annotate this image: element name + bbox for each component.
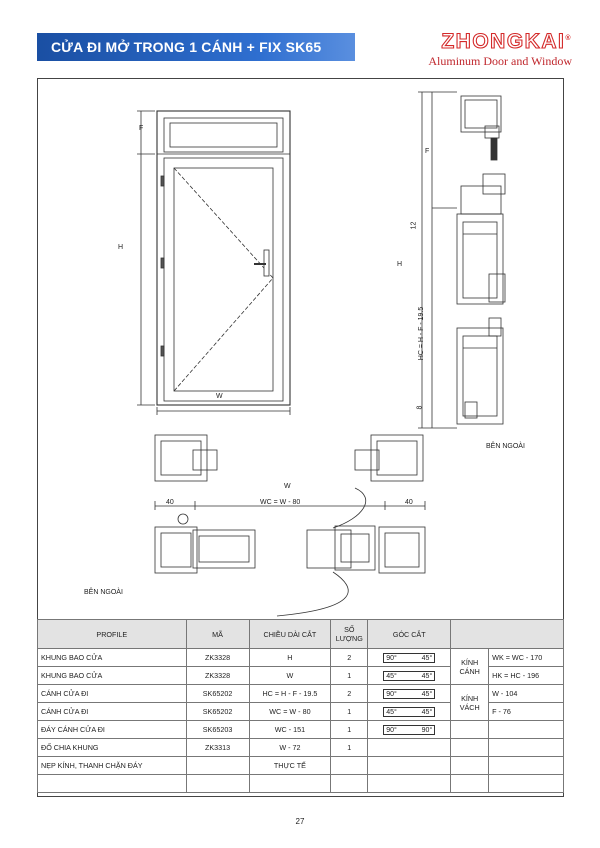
dim-label-wc: WC = W - 80 <box>260 499 301 506</box>
table-row-empty <box>38 775 564 793</box>
table-row <box>38 685 564 703</box>
header-so-luong: SỐ LƯỢNG <box>331 620 368 649</box>
cell-qty: 1 <box>331 721 368 739</box>
brand-logo <box>412 28 572 68</box>
cell-blank <box>451 739 489 757</box>
cutting-spec-table <box>37 619 564 793</box>
cell-profile: ĐÁY CÁNH CỬA ĐI <box>38 721 187 739</box>
cell-ma: ZK3328 <box>186 667 249 685</box>
dim-label-f: F <box>139 125 144 132</box>
cell-length: W <box>249 667 331 685</box>
table-row <box>38 757 564 775</box>
glass-f76: F - 76 <box>489 703 564 721</box>
glass-kinh-vach: KÍNH VÁCH <box>451 685 489 721</box>
table-row <box>38 739 564 757</box>
label-ben-ngoai-left: BÊN NGOÀI <box>84 589 123 596</box>
logo-name: ZHONGKAI <box>441 30 566 53</box>
cell-angle <box>368 757 451 775</box>
angle-left: 45° <box>386 708 397 716</box>
angle-box <box>383 707 435 717</box>
angle-left: 90° <box>386 654 397 662</box>
cell-profile: KHUNG BAO CỬA <box>38 667 187 685</box>
cell-qty: 1 <box>331 667 368 685</box>
dim-label-h: H <box>118 244 124 251</box>
cell-angle <box>368 667 451 685</box>
dim-label-40-left: 40 <box>166 499 174 506</box>
angle-right: 45° <box>421 690 433 698</box>
dim-label-12: 12 <box>410 221 418 230</box>
cell-profile: KHUNG BAO CỬA <box>38 649 187 667</box>
angle-box <box>383 671 435 681</box>
cell-blank <box>451 757 489 775</box>
cell-angle <box>368 685 451 703</box>
logo-subtitle: Aluminum Door and Window <box>428 54 572 68</box>
header-goc-cat: GÓC CẮT <box>368 620 451 649</box>
cell-ma: SK65202 <box>186 703 249 721</box>
dim-label-hc: HC = H - F - 19.5 <box>418 306 426 361</box>
cell-length: WC = W - 80 <box>249 703 331 721</box>
page-title: CỬA ĐI MỞ TRONG 1 CÁNH + FIX SK65 <box>51 39 322 55</box>
angle-box <box>383 725 435 735</box>
cell-qty: 2 <box>331 685 368 703</box>
cell-profile: ĐỐ CHIA KHUNG <box>38 739 187 757</box>
cell-blank <box>489 757 564 775</box>
cell-qty <box>331 757 368 775</box>
cell-length: WC - 151 <box>249 721 331 739</box>
angle-right: 45° <box>421 654 433 662</box>
cell-angle <box>368 739 451 757</box>
cell-length: HC = H - F - 19.5 <box>249 685 331 703</box>
angle-right: 45° <box>421 672 433 680</box>
cell-ma: ZK3313 <box>186 739 249 757</box>
label-ben-ngoai-right: BÊN NGOÀI <box>486 443 525 450</box>
cell-qty: 2 <box>331 649 368 667</box>
dim-label-w: W <box>216 393 223 400</box>
cell-angle <box>368 649 451 667</box>
cell-ma <box>186 757 249 775</box>
technical-drawing <box>37 78 564 619</box>
dim-label-8: 8 <box>416 405 424 410</box>
angle-right: 90° <box>421 726 433 734</box>
angle-left: 90° <box>386 726 397 734</box>
angle-left: 90° <box>386 690 397 698</box>
cell-length: W - 72 <box>249 739 331 757</box>
cell-length: H <box>249 649 331 667</box>
cell-ma: ZK3328 <box>186 649 249 667</box>
page-number: 27 <box>295 817 305 826</box>
cell-qty: 1 <box>331 739 368 757</box>
door-elevation <box>137 111 290 415</box>
cell-profile: NẸP KÍNH, THANH CHẶN ĐÁY <box>38 757 187 775</box>
cell-angle <box>368 721 451 739</box>
angle-left: 45° <box>386 672 397 680</box>
dim-label-40-right: 40 <box>405 499 413 506</box>
vertical-section <box>418 92 505 428</box>
cell-blank <box>451 721 489 739</box>
table-row <box>38 649 564 667</box>
cell-profile: CÁNH CỬA ĐI <box>38 703 187 721</box>
angle-box <box>383 689 435 699</box>
cell-profile: CÁNH CỬA ĐI <box>38 685 187 703</box>
table-header-row <box>38 620 564 649</box>
logo-registered: ® <box>565 35 572 42</box>
angle-right: 45° <box>421 708 433 716</box>
table-row <box>38 721 564 739</box>
glass-hk: HK = HC - 196 <box>489 667 564 685</box>
cell-qty: 1 <box>331 703 368 721</box>
header-profile: PROFILE <box>38 620 187 649</box>
header-ma: MÃ <box>186 620 249 649</box>
cell-ma: SK65202 <box>186 685 249 703</box>
glass-wk: WK = WC - 170 <box>489 649 564 667</box>
header-chieu-dai-cat: CHIỀU DÀI CẮT <box>249 620 331 649</box>
glass-kinh-canh: KÍNH CÁNH <box>451 649 489 685</box>
header-glass-blank <box>451 620 564 649</box>
cell-length: THỰC TẾ <box>249 757 331 775</box>
glass-w104: W - 104 <box>489 685 564 703</box>
cell-ma: SK65203 <box>186 721 249 739</box>
cell-blank <box>489 721 564 739</box>
dim-label-h-side: H <box>397 261 403 268</box>
angle-box <box>383 653 435 663</box>
dim-label-w-bottom: W <box>284 483 291 490</box>
cell-angle <box>368 703 451 721</box>
horizontal-section <box>155 435 425 616</box>
page-title-banner <box>37 33 355 61</box>
dim-label-f-side: F <box>425 148 430 155</box>
cell-blank <box>489 739 564 757</box>
